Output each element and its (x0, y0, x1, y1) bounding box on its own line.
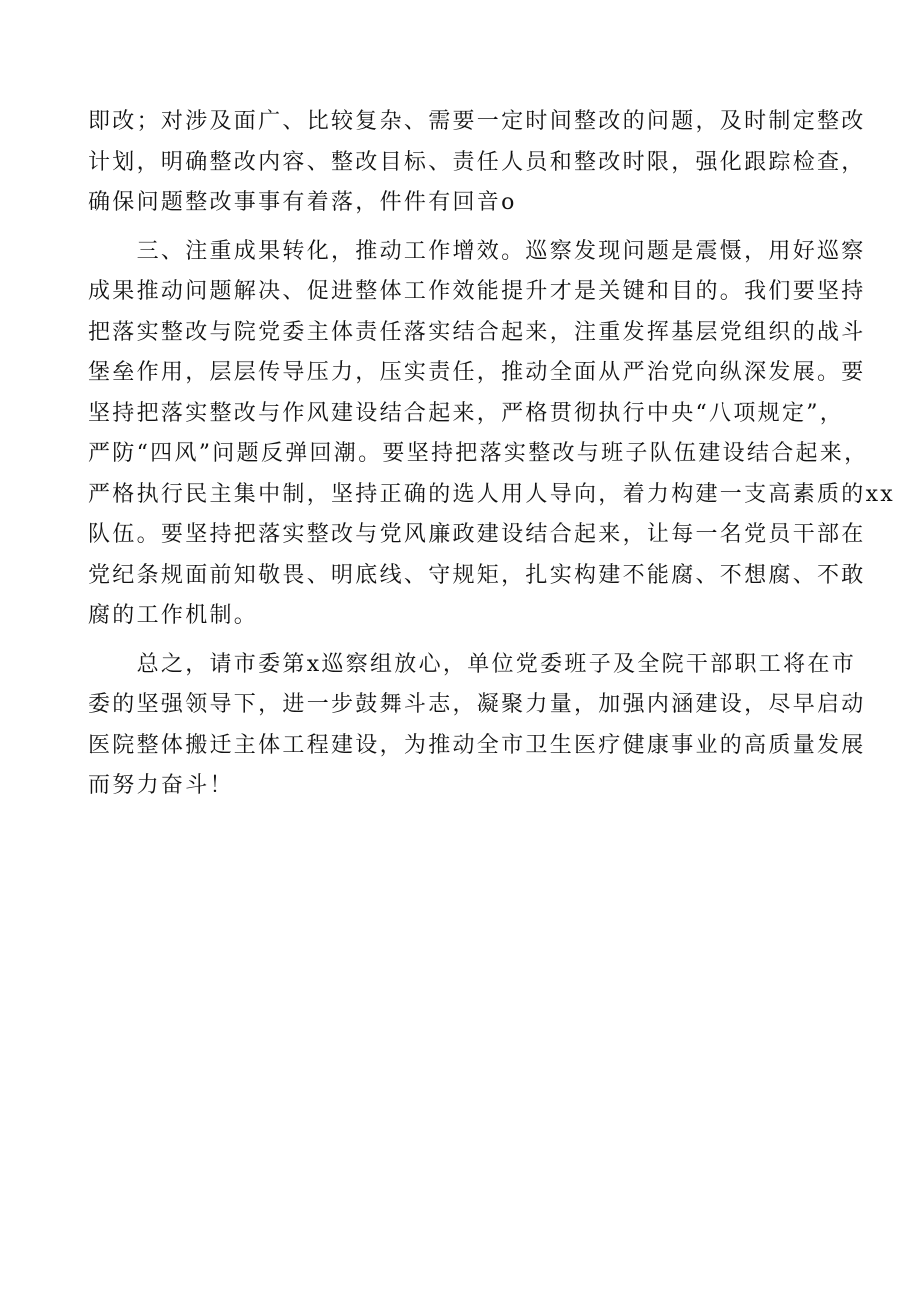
paragraph-line: 把落实整改与院党委主体责任落实结合起来，注重发挥基层党组织的战斗 (88, 319, 866, 345)
paragraph-line: 而努力奋斗！ (88, 773, 234, 798)
paragraph-line: 队伍。要坚持把落实整改与党风廉政建设结合起来，让每一名党员干部在 (88, 522, 866, 547)
paragraph-line: 确保问题整改事事有着落，件件有回音o (88, 190, 517, 215)
paragraph-gap (88, 224, 848, 232)
paragraph-line: 严防“四风”问题反弹回潮。要坚持把落实整改与班子队伍建设结合起来， (88, 441, 869, 466)
paragraph-line: 总之，请市委第x巡察组放心，单位党委班子及全院干部职工将在市 (88, 651, 857, 677)
paragraph-line: 委的坚强领导下，进一步鼓舞斗志，凝聚力量，加强内涵建设，尽早启动 (88, 692, 866, 717)
paragraph-line: 堡垒作用，层层传导压力，压实责任，推动全面从严治党向纵深发展。要 (88, 360, 866, 385)
paragraph-line: 腐的工作机制。 (88, 603, 259, 628)
paragraph-line: 三、注重成果转化，推动工作增效。巡察发现问题是震慑，用好巡察 (88, 238, 866, 264)
document-body (88, 102, 896, 807)
paragraph-line: 计划，明确整改内容、整改目标、责任人员和整改时限，强化跟踪检查， (88, 149, 866, 175)
paragraph-conclusion (88, 645, 866, 807)
paragraph-line: 严格执行民主集中制，坚持正确的选人用人导向，着力构建一支高素质的xx (88, 481, 896, 507)
paragraph-section-three (88, 232, 896, 637)
paragraph-line: 医院整体搬迁主体工程建设，为推动全市卫生医疗健康事业的高质量发展 (88, 732, 866, 758)
paragraph-line: 党纪条规面前知敬畏、明底线、守规矩，扎实构建不能腐、不想腐、不敢 (88, 562, 866, 588)
paragraph-line: 坚持把落实整改与作风建设结合起来，严格贯彻执行中央“八项规定”， (88, 400, 845, 426)
paragraph-line: 即改；对涉及面广、比较复杂、需要一定时间整改的问题，及时制定整改 (88, 109, 866, 134)
paragraph-continuation (88, 102, 866, 224)
paragraph-gap (88, 637, 848, 645)
paragraph-line: 成果推动问题解决、促进整体工作效能提升才是关键和目的。我们要坚持 (88, 279, 866, 304)
